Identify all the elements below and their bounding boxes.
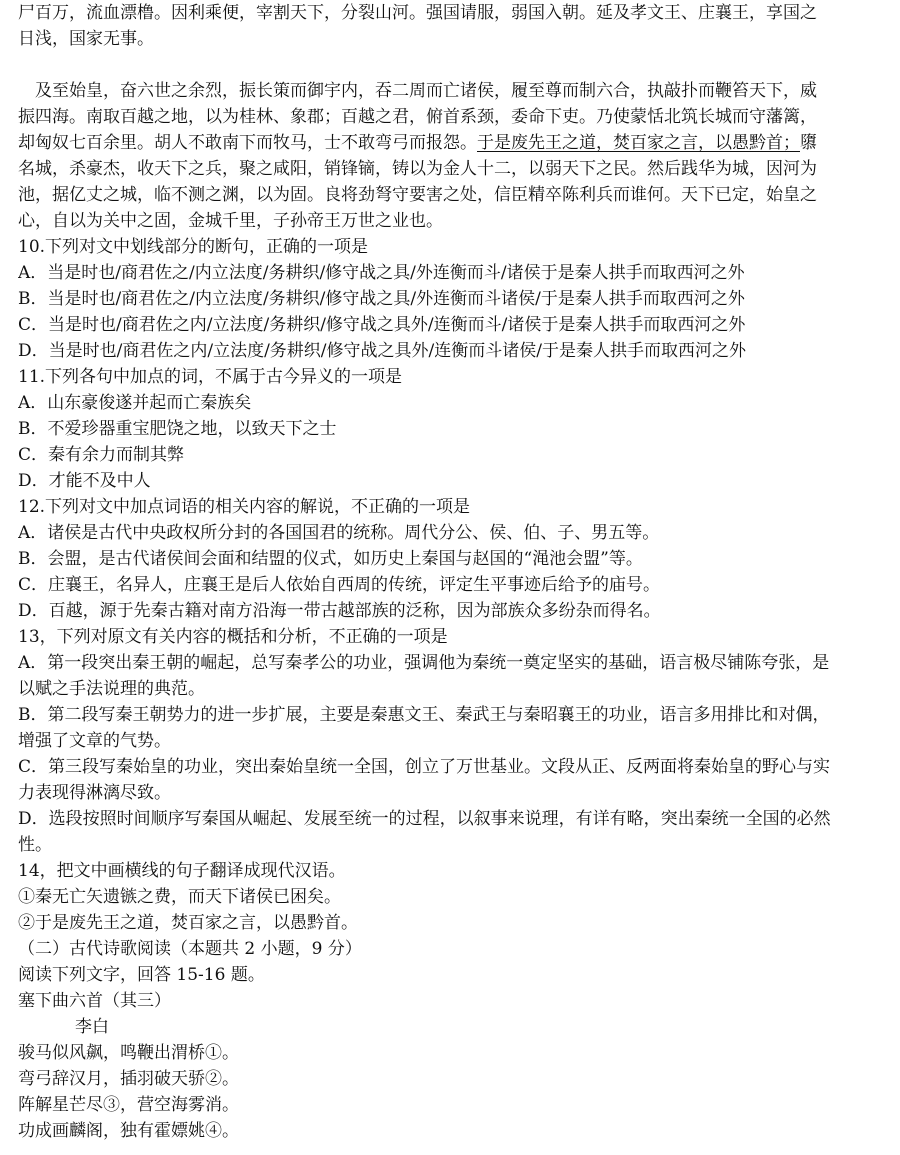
option-a: A．山东豪俊遂并起而亡秦族矣 [18, 393, 252, 413]
option-a-cont: 以赋之手法说理的典范。 [18, 679, 205, 699]
passage-line: 日浅，国家无事。 [18, 29, 154, 49]
poem-line: 弯弓辞汉月，插羽破天骄②。 [18, 1069, 239, 1089]
poem-line: 阵解星芒尽③，营空海雾消。 [18, 1095, 239, 1115]
option-b: B．会盟，是古代诸侯间会面和结盟的仪式，如历史上秦国与赵国的“渑池会盟”等。 [18, 549, 643, 569]
passage-line: 池，据亿丈之城，临不测之渊，以为固。良将劲弩守要害之处，信臣精卒陈利兵而谁何。天下已定，始皇之 [18, 185, 817, 205]
passage-line: 尸百万，流血漂橹。因利乘便，宰割天下，分裂山河。强国请服，弱国入朝。延及孝文王、庄襄王，享国之 [18, 3, 817, 23]
passage-text: 却匈奴七百余里。胡人不敢南下而牧马，士不敢弯弓而报怨。 [18, 133, 477, 153]
passage-text: 隳 [800, 133, 817, 153]
option-d: D．选段按照时间顺序写秦国从崛起、发展至统一的过程，以叙事来说理，有详有略，突出秦统一全国的必然 [18, 809, 831, 829]
question-stem: 11.下列各句中加点的词，不属于古今异义的一项是 [18, 367, 403, 387]
option-d: D．当是时也/商君佐之内/立法度/务耕织/修守战之具外/连衡而斗诸侯/于是秦人拱手而取西河之外 [18, 341, 746, 361]
question-stem: 14，把文中画横线的句子翻译成现代汉语。 [18, 861, 346, 881]
option-d: D．才能不及中人 [18, 471, 151, 491]
option-c: C．庄襄王，名异人，庄襄王是后人依始自西周的传统，评定生平事迹后给予的庙号。 [18, 575, 661, 595]
passage-line: 及至始皇，奋六世之余烈，振长策而御宇内，吞二周而亡诸侯，履至尊而制六合，执敲扑而鞭笞天下，威 [35, 81, 817, 101]
translation-sentence-2: ②于是废先王之道，焚百家之言，以愚黔首。 [18, 913, 358, 933]
section-heading: （二）古代诗歌阅读（本题共 2 小题，9 分） [18, 939, 362, 959]
passage-line: 振四海。南取百越之地，以为桂林、象郡；百越之君，俯首系颈，委命下吏。乃使蒙恬北筑长城而守藩篱， [18, 107, 817, 127]
option-c: C．秦有余力而制其弊 [18, 445, 185, 465]
poem-title: 塞下曲六首（其三） [18, 991, 171, 1011]
poem-line: 功成画麟阁，独有霍嫖姚④。 [18, 1121, 239, 1141]
option-d: D．百越，源于先秦古籍对南方沿海一带古越部族的泛称，因为部族众多纷杂而得名。 [18, 601, 661, 621]
poem-author: 李白 [75, 1017, 109, 1037]
option-c: C．当是时也/商君佐之内/立法度/务耕织/修守战之具外/连衡而斗/诸侯于是秦人拱手而取西河之外 [18, 315, 746, 335]
option-b: B．第二段写秦王朝势力的进一步扩展，主要是秦惠文王、秦武王与秦昭襄王的功业，语言多用排比和对偶， [18, 705, 830, 725]
option-c-cont: 力表现得淋漓尽致。 [18, 783, 171, 803]
passage-line: 名城，杀豪杰，收天下之兵，聚之咸阳，销锋镝，铸以为金人十二，以弱天下之民。然后践华为城，因河为 [18, 159, 817, 179]
option-b: B．不爱珍器重宝肥饶之地，以致天下之士 [18, 419, 337, 439]
question-stem: 10.下列对文中划线部分的断句，正确的一项是 [18, 237, 369, 257]
option-d-cont: 性。 [18, 835, 52, 855]
translation-sentence-1: ①秦无亡矢遗镞之费，而天下诸侯已困矣。 [18, 887, 341, 907]
underlined-sentence: 于是废先王之道，焚百家之言，以愚黔首； [477, 133, 800, 153]
option-a: A．当是时也/商君佐之/内立法度/务耕织/修守战之具/外连衡而斗/诸侯于是秦人拱手而取西河之外 [18, 263, 745, 283]
question-stem: 12.下列对文中加点词语的相关内容的解说，不正确的一项是 [18, 497, 471, 517]
option-b: B．当是时也/商君佐之/内立法度/务耕织/修守战之具/外连衡而斗诸侯/于是秦人拱手而取西河之外 [18, 289, 745, 309]
poem-line: 骏马似风飙，鸣鞭出渭桥①。 [18, 1043, 239, 1063]
option-a: A．第一段突出秦王朝的崛起，总写秦孝公的功业，强调他为秦统一奠定坚实的基础，语言极尽铺陈夸张，是 [18, 653, 830, 673]
option-b-cont: 增强了文章的气势。 [18, 731, 171, 751]
option-a: A．诸侯是古代中央政权所分封的各国国君的统称。周代分公、侯、伯、子、男五等。 [18, 523, 660, 543]
section-instruction: 阅读下列文字，回答 15-16 题。 [18, 965, 265, 985]
option-c: C．第三段写秦始皇的功业，突出秦始皇统一全国，创立了万世基业。文段从正、反两面将秦始皇的野心与实 [18, 757, 831, 777]
passage-line: 心，自以为关中之固，金城千里，子孙帝王万世之业也。 [18, 211, 443, 231]
question-stem: 13，下列对原文有关内容的概括和分析，不正确的一项是 [18, 627, 448, 647]
passage-line [18, 132, 886, 156]
